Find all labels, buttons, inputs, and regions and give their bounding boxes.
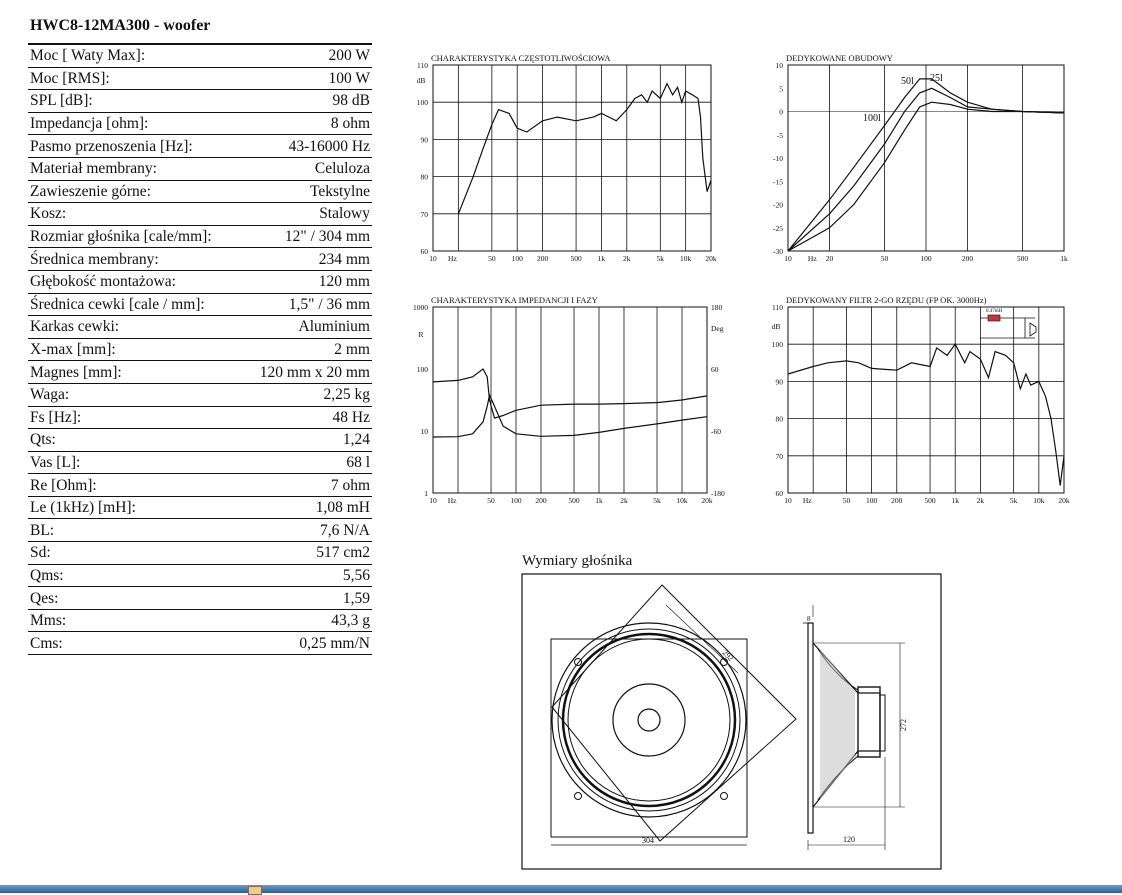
spec-row xyxy=(28,112,372,135)
dim-label-8: 8 xyxy=(807,615,811,623)
spec-label: Moc [RMS]: xyxy=(28,67,241,90)
spec-label: Sd: xyxy=(28,542,241,565)
y-tick-label: 10 xyxy=(420,427,428,436)
y2-tick-label: -60 xyxy=(711,427,721,436)
spec-row xyxy=(28,338,372,361)
speaker-front-view xyxy=(551,585,796,845)
x-tick-label: 50 xyxy=(488,254,496,263)
spec-label: Magnes [mm]: xyxy=(28,361,241,384)
x-tick-label: 2k xyxy=(620,496,628,505)
chart-title: CHARAKTERYSTYKA CZĘSTOTLIWOŚCIOWA xyxy=(431,53,611,63)
x-tick-label: 10k xyxy=(680,254,692,263)
x-tick-label: 2k xyxy=(976,496,985,505)
spec-value: 43,3 g xyxy=(241,609,372,632)
x-tick-label: 50 xyxy=(842,496,851,505)
y-axis-label: dB xyxy=(416,76,426,85)
spec-label: Głębokość montażowa: xyxy=(28,270,241,293)
y-tick-label: 80 xyxy=(775,414,783,424)
y2-axis-label: Deg xyxy=(711,324,724,333)
spec-row xyxy=(28,44,372,67)
spec-row xyxy=(28,406,372,429)
spec-row xyxy=(28,564,372,587)
spec-value: 517 cm2 xyxy=(241,542,372,565)
series-line xyxy=(458,84,711,214)
spec-row xyxy=(28,474,372,497)
spec-value: 1,24 xyxy=(241,429,372,452)
y-axis-label: dB xyxy=(771,322,781,331)
spec-label: Karkas cewki: xyxy=(28,316,241,339)
spec-value: Stalowy xyxy=(241,203,372,226)
y-tick-label: 90 xyxy=(775,377,783,387)
y-tick-label: 100 xyxy=(771,340,783,350)
spec-label: Waga: xyxy=(28,383,241,406)
x-tick-label: 20k xyxy=(1058,496,1070,505)
spec-label: X-max [mm]: xyxy=(28,338,241,361)
spec-label: Mms: xyxy=(28,609,241,632)
y-tick-label: 1000 xyxy=(413,303,428,312)
cone-hatching xyxy=(820,649,855,800)
y-tick-label: 80 xyxy=(420,172,428,182)
chart-title: DEDYKOWANY FILTR 2-GO RZĘDU (FP OK. 3000Hz) xyxy=(786,295,987,305)
filter-response-chart xyxy=(760,290,1090,515)
spec-value: 48 Hz xyxy=(241,406,372,429)
spec-value: 0,25 mm/N xyxy=(241,632,372,655)
x-tick-label: 500 xyxy=(1016,254,1029,263)
y-tick-label: -20 xyxy=(773,200,783,210)
x-tick-label: Hz xyxy=(807,254,817,263)
y-tick-label: 60 xyxy=(775,489,783,498)
spec-value: Celuloza xyxy=(241,157,372,180)
spec-row xyxy=(28,542,372,565)
x-tick-label: 10 xyxy=(429,254,437,263)
speaker-icon xyxy=(1030,323,1036,336)
speaker-dimensions-drawing xyxy=(500,545,950,875)
x-tick-label: 200 xyxy=(536,254,549,263)
x-tick-label: 100 xyxy=(865,496,878,505)
y-tick-label: 110 xyxy=(772,303,783,312)
spec-row xyxy=(28,361,372,384)
y-tick-label: 70 xyxy=(420,209,428,219)
x-tick-label: 500 xyxy=(568,496,580,505)
x-tick-label: 10 xyxy=(784,254,792,263)
spec-value: 1,59 xyxy=(241,587,372,610)
plot-frame xyxy=(433,307,707,493)
y-tick-label: -25 xyxy=(773,223,783,233)
spec-value: 5,56 xyxy=(241,564,372,587)
taskbar xyxy=(0,885,1122,893)
spec-label: Fs [Hz]: xyxy=(28,406,241,429)
y-tick-label: -10 xyxy=(773,154,783,163)
x-tick-label: 50 xyxy=(880,254,889,263)
spec-label: Qes: xyxy=(28,587,241,610)
y-axis-label: R xyxy=(418,330,424,339)
y2-tick-label: -180 xyxy=(711,489,725,498)
x-tick-label: 5k xyxy=(1009,496,1018,505)
x-tick-label: Hz xyxy=(802,496,812,505)
x-tick-label: 1k xyxy=(951,496,959,505)
x-tick-label: 20k xyxy=(705,254,717,263)
plot-frame xyxy=(788,307,1064,493)
x-tick-label: 10 xyxy=(784,496,792,505)
spec-row xyxy=(28,225,372,248)
spec-row xyxy=(28,316,372,339)
spec-label: Pasmo przenoszenia [Hz]: xyxy=(28,135,241,158)
enclosure-label: 25l xyxy=(930,73,943,84)
spec-value: Tekstylne xyxy=(241,180,372,203)
spec-label: SPL [dB]: xyxy=(28,90,241,113)
spec-label: Qms: xyxy=(28,564,241,587)
spec-value: 120 mm xyxy=(241,270,372,293)
spec-row xyxy=(28,587,372,610)
enclosure-label: 50l xyxy=(901,76,914,87)
x-tick-label: 100 xyxy=(510,496,522,505)
spec-row xyxy=(28,632,372,655)
chart-title: CHARAKTERYSTYKA IMPEDANCJI I FAZY xyxy=(431,295,598,305)
x-tick-label: 200 xyxy=(535,496,547,505)
dim-label-120: 120 xyxy=(843,835,855,844)
dimensions-title: Wymiary głośnika xyxy=(522,553,633,569)
x-tick-label: 1k xyxy=(1060,254,1068,263)
spec-row xyxy=(28,293,372,316)
y-tick-label: 60 xyxy=(420,247,428,256)
x-tick-label: 5k xyxy=(656,254,665,263)
spec-label: Moc [ Waty Max]: xyxy=(28,44,241,67)
plot-frame xyxy=(433,65,711,251)
spec-label: Vas [L]: xyxy=(28,451,241,474)
x-tick-label: 1k xyxy=(597,254,606,263)
y-tick-label: 110 xyxy=(417,61,428,70)
x-tick-label: 2k xyxy=(623,254,631,263)
frequency-response-chart xyxy=(405,48,735,268)
spec-value: 7,6 N/A xyxy=(241,519,372,542)
x-tick-label: 100 xyxy=(920,254,932,263)
spec-value: 1,5" / 36 mm xyxy=(241,293,372,316)
y-tick-label: 0 xyxy=(779,107,783,117)
x-tick-label: Hz xyxy=(448,254,457,263)
y2-tick-label: 180 xyxy=(711,303,723,312)
chart-title: DEDYKOWANE OBUDOWY xyxy=(786,53,893,63)
spec-row xyxy=(28,609,372,632)
spec-row xyxy=(28,429,372,452)
spec-value: 120 mm x 20 mm xyxy=(241,361,372,384)
spec-row xyxy=(28,519,372,542)
spec-label: BL: xyxy=(28,519,241,542)
dim-label-272: 272 xyxy=(899,719,908,731)
enclosure-label: 100l xyxy=(863,113,881,124)
spec-row xyxy=(28,67,372,90)
spec-row xyxy=(28,90,372,113)
spec-value: 98 dB xyxy=(241,90,372,113)
spec-row xyxy=(28,248,372,271)
spec-value: 2 mm xyxy=(241,338,372,361)
spec-label: Qts: xyxy=(28,429,241,452)
spec-label: Cms: xyxy=(28,632,241,655)
spec-value: 8 ohm xyxy=(241,112,372,135)
spec-label: Zawieszenie górne: xyxy=(28,180,241,203)
x-tick-label: 5k xyxy=(653,496,661,505)
spec-value: 12" / 304 mm xyxy=(241,225,372,248)
spec-value: 7 ohm xyxy=(241,474,372,497)
x-tick-label: 200 xyxy=(891,496,903,505)
spec-row xyxy=(28,451,372,474)
taskbar-app-icon[interactable] xyxy=(248,886,262,895)
spec-value: 200 W xyxy=(241,44,372,67)
spec-value: 234 mm xyxy=(241,248,372,271)
impedance-phase-chart xyxy=(405,290,740,515)
y-tick-label: 90 xyxy=(420,135,428,145)
x-tick-label: 500 xyxy=(924,496,936,505)
spec-row xyxy=(28,180,372,203)
spec-label: Średnica membrany: xyxy=(28,248,241,271)
y-tick-label: 100 xyxy=(416,365,428,374)
y-tick-label: 100 xyxy=(416,98,428,108)
spec-value: Aluminium xyxy=(241,316,372,339)
x-tick-label: 50 xyxy=(487,496,495,505)
spec-label: Impedancja [ohm]: xyxy=(28,112,241,135)
y-tick-label: 70 xyxy=(775,451,783,461)
x-tick-label: Hz xyxy=(447,496,457,505)
x-tick-label: 10k xyxy=(676,496,688,505)
spec-value: 68 l xyxy=(241,451,372,474)
series-line xyxy=(788,344,1064,485)
spec-row xyxy=(28,270,372,293)
x-tick-label: 20 xyxy=(825,254,834,263)
x-tick-label: 10 xyxy=(429,496,437,505)
x-tick-label: 500 xyxy=(570,254,582,263)
inductor-label: 0.47mH xyxy=(986,309,1003,314)
spec-label: Rozmiar głośnika [cale/mm]: xyxy=(28,225,241,248)
page-title: HWC8-12MA300 - woofer xyxy=(30,17,211,34)
enclosure-chart xyxy=(760,48,1090,268)
x-tick-label: 1k xyxy=(595,496,603,505)
spec-value: 43-16000 Hz xyxy=(241,135,372,158)
inductor-icon xyxy=(988,315,1000,321)
spec-value: 1,08 mH xyxy=(241,496,372,519)
y-tick-label: -15 xyxy=(773,177,783,187)
y-tick-label: 1 xyxy=(424,489,428,498)
y-tick-label: -5 xyxy=(776,130,783,140)
y-tick-label: 5 xyxy=(779,84,783,94)
spec-row xyxy=(28,157,372,180)
dim-label-304: 304 xyxy=(642,836,654,845)
dim-label-292: 292 xyxy=(720,648,736,663)
spec-label: Materiał membrany: xyxy=(28,157,241,180)
spec-value: 100 W xyxy=(241,67,372,90)
spec-row xyxy=(28,383,372,406)
x-tick-label: 10k xyxy=(1033,496,1045,505)
spec-value: 2,25 kg xyxy=(241,383,372,406)
drawing-frame xyxy=(522,574,941,869)
y-tick-label: -30 xyxy=(773,247,783,256)
series-line xyxy=(433,369,707,418)
x-tick-label: 200 xyxy=(961,254,974,263)
spec-label: Le (1kHz) [mH]: xyxy=(28,496,241,519)
y-tick-label: 10 xyxy=(775,61,783,70)
x-tick-label: 100 xyxy=(511,254,523,263)
spec-row xyxy=(28,203,372,226)
spec-row xyxy=(28,496,372,519)
spec-label: Kosz: xyxy=(28,203,241,226)
y2-tick-label: 60 xyxy=(711,365,719,374)
spec-label: Re [Ohm]: xyxy=(28,474,241,497)
spec-label: Średnica cewki [cale / mm]: xyxy=(28,293,241,316)
spec-row xyxy=(28,135,372,158)
spec-table xyxy=(28,43,372,655)
x-tick-label: 20k xyxy=(701,496,713,505)
